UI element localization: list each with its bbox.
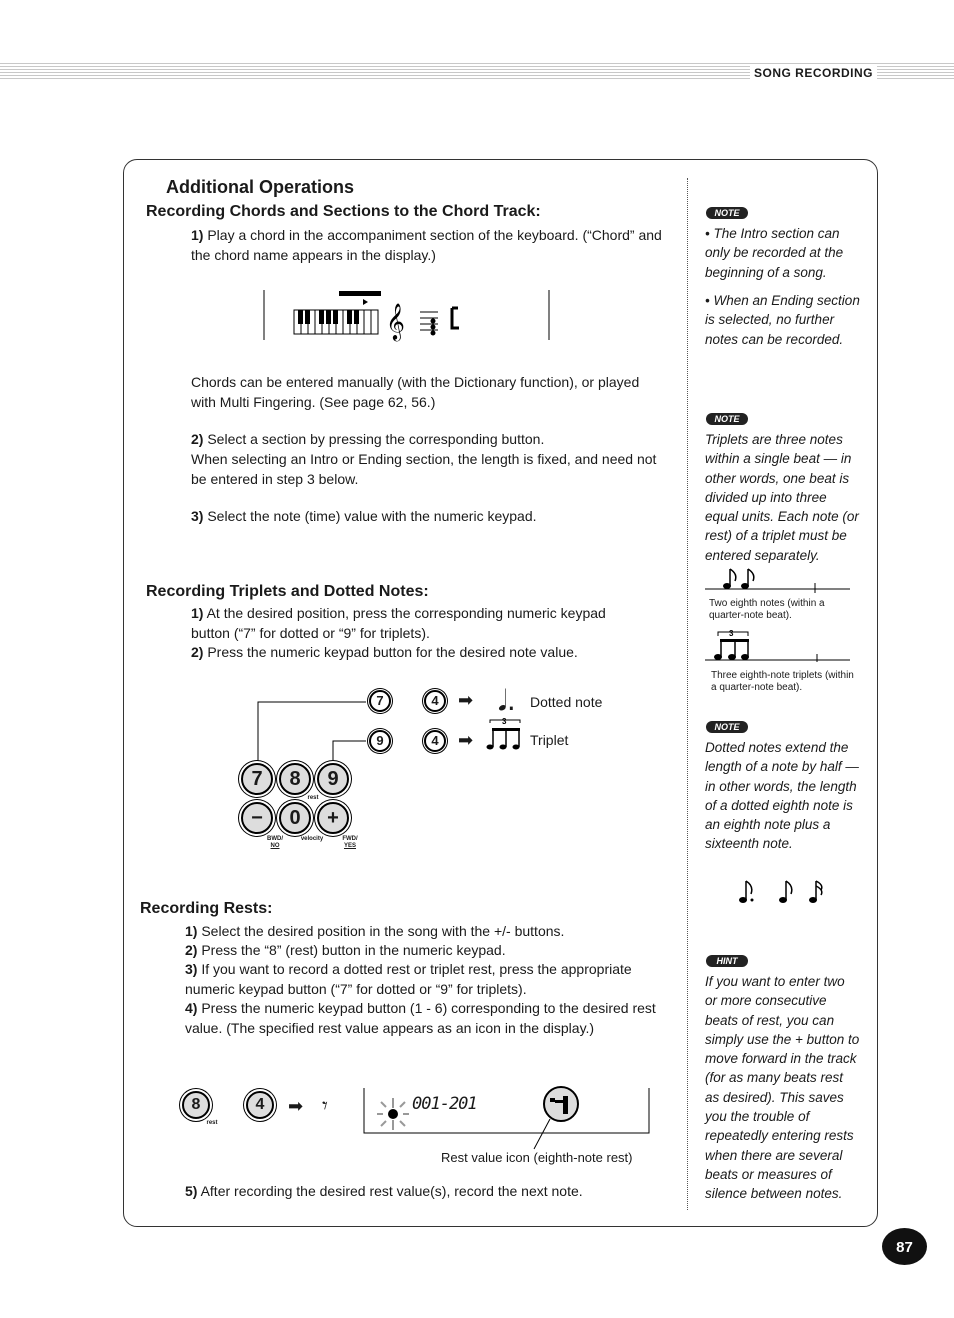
keypad-minus-key[interactable]: −	[241, 802, 273, 834]
keypad-velocity-label: velocity	[300, 836, 324, 842]
rest-display-caption: Rest value icon (eighth-note rest)	[441, 1150, 633, 1165]
keypad-rest-label: rest	[307, 795, 319, 801]
triplets-heading: Recording Triplets and Dotted Notes:	[146, 583, 429, 600]
rests-step-2: 2) Press the “8” (rest) button in the numeric keypad.	[185, 942, 506, 958]
page-number: 87	[882, 1228, 927, 1265]
triplet-icon	[488, 716, 524, 752]
fig1-caption: Two eighth notes (within a quarter-note beat).	[709, 598, 825, 621]
example-key-4a: 4	[424, 690, 446, 712]
eighth-rest-icon: 𝄾	[322, 1094, 328, 1119]
sidebar-hint: If you want to enter two or more consecutive beats of rest, you can simply use the + button to move forward in the track (for as many beats rest as desired). This saves you the trouble of repeatedly entering rests when there are several beats or measures of silence between notes.	[705, 974, 860, 1202]
keypad-key-9[interactable]: 9	[317, 763, 349, 795]
chord-heading: Recording Chords and Sections to the Chord Track:	[146, 203, 541, 220]
chord-step-1: 1) Play a chord in the accompaniment section of the keyboard. (“Chord” and the chord name appears in the display.)	[191, 227, 662, 263]
svg-text:𝄞: 𝄞	[386, 302, 405, 340]
column-divider	[687, 178, 688, 1210]
right-arrow-icon: ➡	[458, 690, 474, 710]
chord-paragraph: Chords can be entered manually (with the Dictionary function), or played with Multi Fingering. (See page 62, 56.)	[191, 374, 640, 410]
sidebar-note-3: Dotted notes extend the length of a note by half — in other words, the length of a dotted eighth note is an eighth note plus a sixteenth note.	[705, 740, 859, 852]
triplet-notes-figure	[705, 628, 851, 662]
right-arrow-icon: ➡	[288, 1096, 304, 1116]
keypad-bwd-label: BWD/ NO	[267, 836, 283, 849]
dotted-note-icon: 𝅘𝅥.	[498, 684, 516, 717]
dotted-note-label: Dotted note	[530, 694, 603, 710]
rests-step-4: 4) Press the numeric keypad button (1 - 6) corresponding to the desired rest value. (The specified rest value appears as an icon in the display.)	[185, 1000, 656, 1036]
dotted-eighth-equation-icons	[737, 876, 827, 906]
section-label: SONG RECORDING	[750, 66, 877, 80]
keypad-fwd-label: FWD/ YES	[342, 836, 358, 849]
hint-badge: HINT	[706, 955, 748, 967]
rest-key-4: 4	[246, 1091, 274, 1119]
keypad-key-8[interactable]: 8	[279, 763, 311, 795]
rests-step-1: 1) Select the desired position in the song with the +/- buttons.	[185, 923, 565, 939]
keypad-key-7[interactable]: 7	[241, 763, 273, 795]
keypad-key-0[interactable]: 0	[279, 802, 311, 834]
triplets-step-1: 1) At the desired position, press the corresponding numeric keypad button (“7” for dotted or “9” for triplets).	[191, 605, 606, 641]
note-badge-2: NOTE	[706, 413, 748, 425]
sidebar-note-2: Triplets are three notes within a single beat — in other words, one beat is divided up into three equal units. Each note (or rest) of a triplet must be entered separately.	[705, 432, 859, 563]
chord-step-3: 3) Select the note (time) value with the numeric keypad.	[191, 508, 537, 524]
example-key-4b: 4	[424, 730, 446, 752]
note-badge-1: NOTE	[706, 207, 748, 219]
rests-heading: Recording Rests:	[140, 900, 273, 917]
keypad-plus-key[interactable]: +	[317, 802, 349, 834]
rest-key-8: 8	[182, 1091, 210, 1119]
sidebar-note-1a: • The Intro section can only be recorded at the beginning of a song.	[705, 226, 844, 280]
chord-step-2b: When selecting an Intro or Ending section, the length is fixed, and need not be entered in step 3 below.	[191, 451, 657, 487]
triplet-label: Triplet	[530, 732, 569, 748]
svg-text:3: 3	[729, 629, 734, 638]
sidebar-note-1b: • When an Ending section is selected, no further notes can be recorded.	[705, 293, 860, 347]
fig2-caption: Three eighth-note triplets (within a quarter-note beat).	[711, 670, 854, 693]
note-badge-3: NOTE	[706, 721, 748, 733]
triplets-step-2: 2) Press the numeric keypad button for the desired note value.	[191, 644, 578, 660]
chord-step-2: 2) Select a section by pressing the corresponding button.	[191, 431, 545, 447]
svg-text:3: 3	[502, 717, 507, 726]
two-eighth-notes-figure	[705, 566, 851, 592]
rests-step-5: 5) After recording the desired rest value(s), record the next note.	[185, 1183, 583, 1199]
chord-display-illustration	[262, 288, 554, 344]
example-key-7: 7	[369, 690, 391, 712]
rests-step-3: 3) If you want to record a dotted rest or triplet rest, press the appropriate numeric keypad button (“7” for dotted or “9” for triplets).	[185, 961, 632, 997]
right-arrow-icon: ➡	[458, 730, 474, 750]
rest-key-label: rest	[206, 1120, 218, 1126]
rest-display-value: 001-201	[412, 1094, 477, 1114]
example-key-9: 9	[369, 730, 391, 752]
page-title: Additional Operations	[166, 177, 355, 197]
